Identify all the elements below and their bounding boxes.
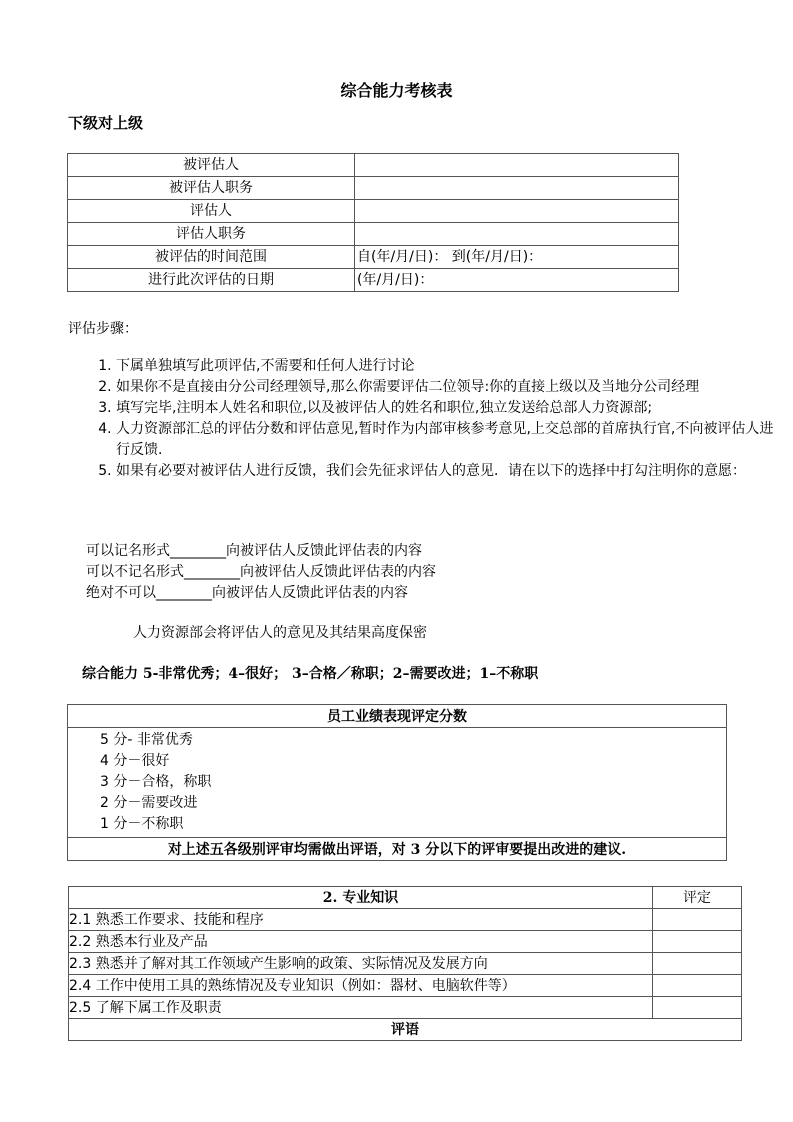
confidential-note: 人力资源部会将评估人的意见及其结果高度保密 [133,625,427,641]
knowledge-item: 2.1 熟悉工作要求、技能和程序 [69,909,653,931]
option-anonymous: 可以不记名形式________向被评估人反馈此评估表的内容 [86,564,436,580]
steps-heading: 评估步骤： [68,321,138,337]
rating-cell[interactable] [653,931,742,953]
list-item: 4. 人力资源部汇总的评估分数和评估意见,暂时作为内部审核参考意见,上交总部的首席执行官,不向被评估人进行反馈. [116,419,776,461]
knowledge-item: 2.5 了解下属工作及职责 [69,997,653,1019]
table-row [68,200,679,223]
info-label: 被评估人职务 [68,177,355,200]
table-row [68,269,679,292]
info-value[interactable] [355,200,679,223]
table-row [68,177,679,200]
list-item: 5 分- 非常优秀 [100,732,193,748]
table-row [69,931,742,953]
performance-levels [68,728,727,838]
info-value[interactable]: (年/月/日)： [355,269,679,292]
info-value[interactable] [355,223,679,246]
knowledge-item: 2.3 熟悉并了解对其工作领域产生影响的政策、实际情况及发展方向 [69,953,653,975]
rating-cell[interactable] [653,975,742,997]
rating-scale: 综合能力 5-非常优秀；4–很好； 3–合格／称职；2–需要改进；1–不称职 [82,666,539,682]
info-value[interactable] [355,177,679,200]
option-never: 绝对不可以________向被评估人反馈此评估表的内容 [86,585,408,601]
knowledge-item: 2.4 工作中使用工具的熟练情况及专业知识（例如：器材、电脑软件等） [69,975,653,997]
table-row [69,953,742,975]
rating-cell[interactable] [653,997,742,1019]
info-label: 被评估人 [68,154,355,177]
option-named: 可以记名形式________向被评估人反馈此评估表的内容 [86,543,422,559]
list-item: 1 分－不称职 [100,816,184,832]
list-item: 1. 下属单独填写此项评估,不需要和任何人进行讨论 [116,356,776,377]
info-label: 评估人职务 [68,223,355,246]
table-row [69,997,742,1019]
page-title: 综合能力考核表 [340,81,453,100]
list-item: 2 分－需要改进 [100,795,198,811]
table-row [69,975,742,997]
table-row [68,223,679,246]
info-label: 进行此次评估的日期 [68,269,355,292]
knowledge-table [68,886,742,1041]
info-table [67,153,679,292]
list-item: 3 分－合格，称职 [100,774,212,790]
info-label: 评估人 [68,200,355,223]
rating-header: 评定 [653,887,742,909]
rating-cell[interactable] [653,909,742,931]
table-row [68,246,679,269]
info-value[interactable]: 自(年/月/日)： 到(年/月/日)： [355,246,679,269]
performance-table [67,704,727,861]
list-item: 3. 填写完毕,注明本人姓名和职位,以及被评估人的姓名和职位,独立发送给总部人力资源部; [116,398,776,419]
list-item: 2. 如果你不是直接由分公司经理领导,那么你需要评估二位领导:你的直接上级以及当地分公司经理 [116,377,776,398]
list-item: 5. 如果有必要对被评估人进行反馈，我们会先征求评估人的意见．请在以下的选择中打勾注明你的意愿： [116,461,776,482]
performance-header: 员工业绩表现评定分数 [68,705,727,728]
knowledge-header: 2. 专业知识 [69,887,653,909]
table-row [69,1019,742,1041]
info-value[interactable] [355,154,679,177]
knowledge-item: 2.2 熟悉本行业及产品 [69,931,653,953]
list-item: 4 分－很好 [100,753,170,769]
knowledge-footer: 评语 [69,1019,742,1041]
page-subtitle: 下级对上级 [68,114,144,132]
performance-footer: 对上述五各级别评审均需做出评语，对 3 分以下的评审要提出改进的建议. [68,838,727,861]
table-row [69,887,742,909]
info-label: 被评估的时间范围 [68,246,355,269]
table-row [69,909,742,931]
rating-cell[interactable] [653,953,742,975]
steps-list [66,356,776,482]
table-row [68,154,679,177]
